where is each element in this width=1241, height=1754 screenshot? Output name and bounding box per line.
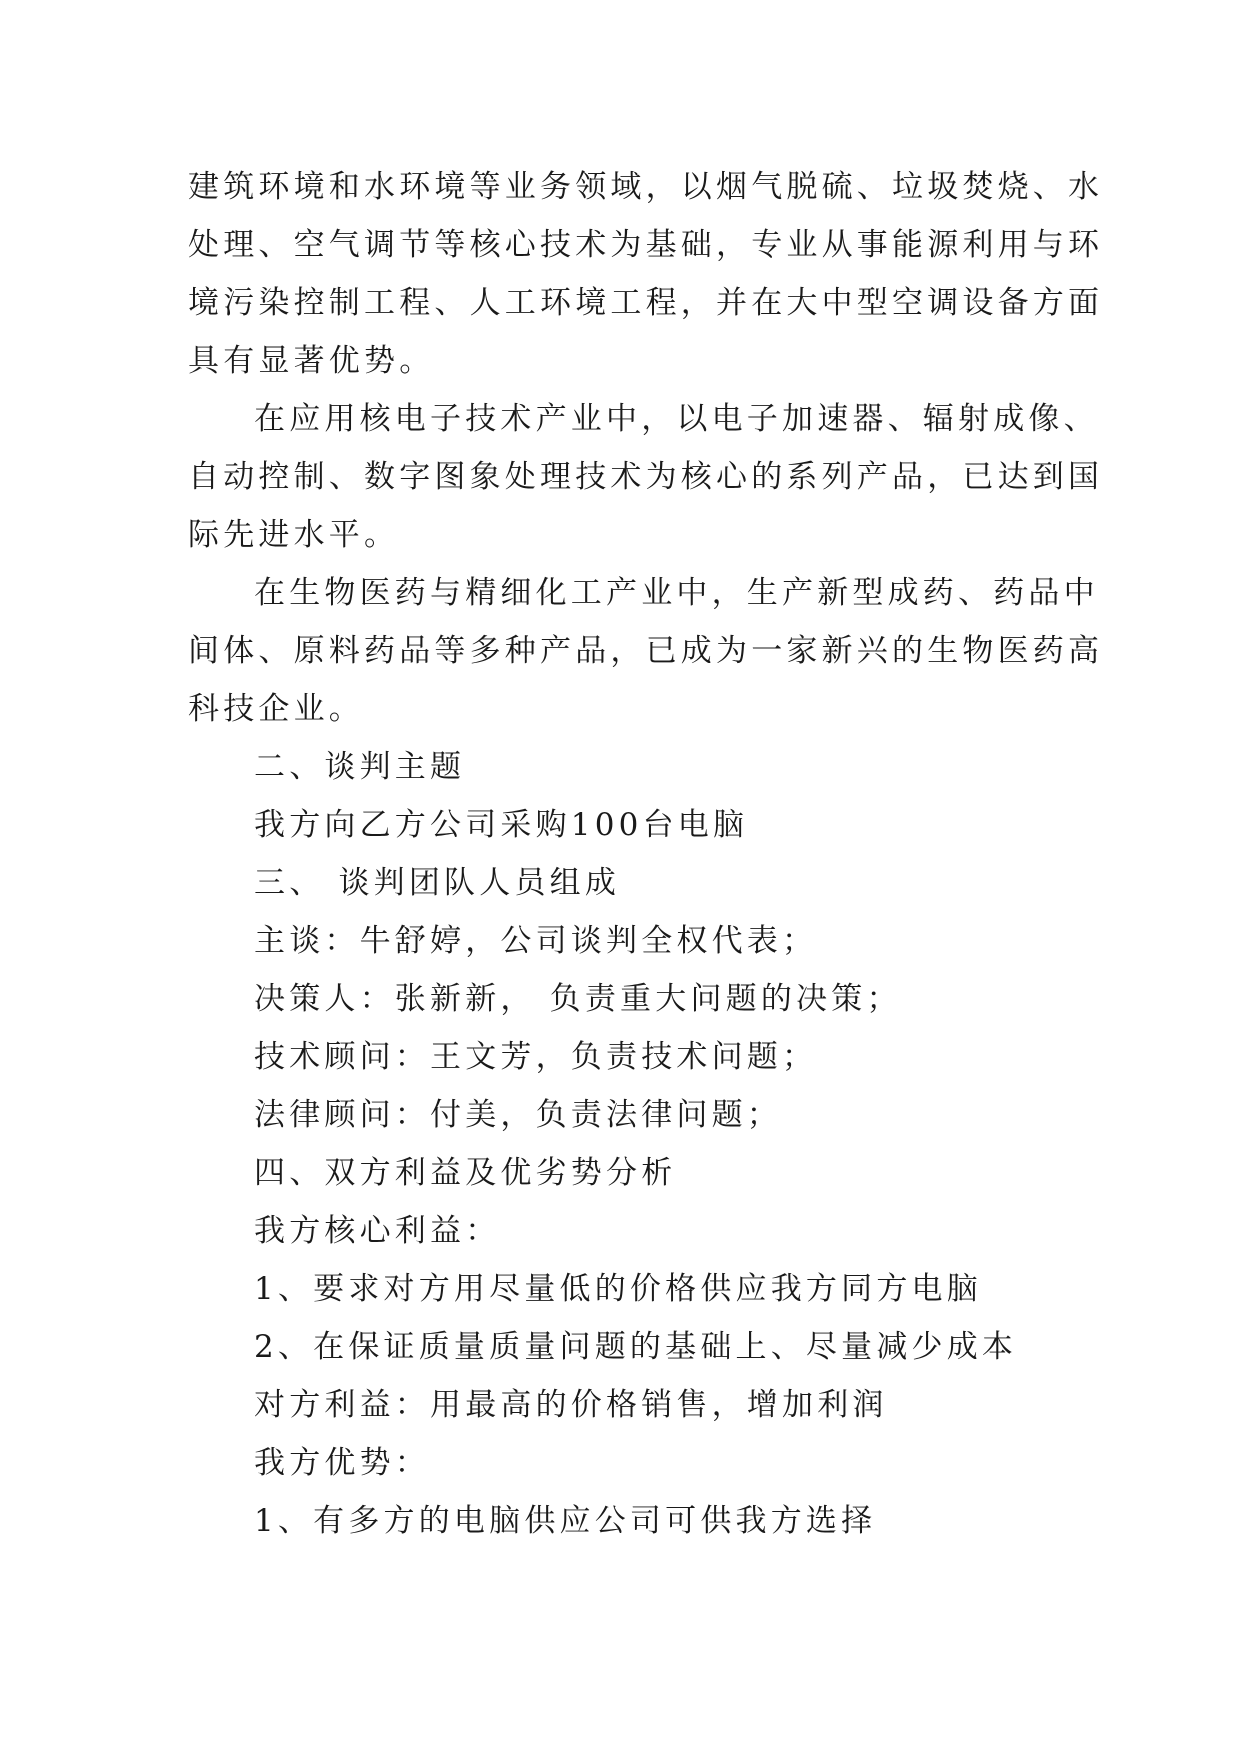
- body-line: 自动控制、数字图象处理技术为核心的系列产品，已达到国: [188, 459, 1104, 495]
- section-heading-negotiation-topic: 二、谈判主题: [254, 749, 466, 785]
- negotiation-topic-text: 我方向乙方公司采购100台电脑: [254, 807, 749, 843]
- our-core-interests-label: 我方核心利益：: [254, 1213, 501, 1249]
- body-line: 在应用核电子技术产业中，以电子加速器、辐射成像、: [254, 401, 1099, 437]
- body-line: 科技企业。: [188, 691, 364, 727]
- body-line: 际先进水平。: [188, 517, 400, 553]
- section-heading-interest-analysis: 四、双方利益及优劣势分析: [254, 1155, 677, 1191]
- body-line: 具有显著优势。: [188, 343, 435, 379]
- team-member-line: 法律顾问：付美，负责法律问题；: [254, 1097, 782, 1133]
- body-line: 间体、原料药品等多种产品，已成为一家新兴的生物医药高: [188, 633, 1104, 669]
- document-body: [188, 158, 1104, 1550]
- body-line: 境污染控制工程、人工环境工程，并在大中型空调设备方面: [188, 285, 1104, 321]
- their-interests-line: 对方利益：用最高的价格销售，增加利润: [254, 1387, 888, 1423]
- list-item: 1、要求对方用尽量低的价格供应我方同方电脑: [254, 1271, 982, 1307]
- section-heading-team-composition: 三、 谈判团队人员组成: [254, 865, 621, 901]
- body-line: 在生物医药与精细化工产业中，生产新型成药、药品中: [254, 575, 1099, 611]
- body-line: 处理、空气调节等核心技术为基础，专业从事能源利用与环: [188, 227, 1104, 263]
- list-item: 2、在保证质量质量问题的基础上、尽量减少成本: [254, 1329, 1018, 1365]
- team-member-line: 决策人：张新新， 负责重大问题的决策；: [254, 981, 902, 1017]
- team-member-line: 主谈：牛舒婷，公司谈判全权代表；: [254, 923, 818, 959]
- body-line: 建筑环境和水环境等业务领域，以烟气脱硫、垃圾焚烧、水: [188, 169, 1104, 205]
- our-advantages-label: 我方优势：: [254, 1445, 430, 1481]
- team-member-line: 技术顾问：王文芳，负责技术问题；: [254, 1039, 818, 1075]
- list-item: 1、有多方的电脑供应公司可供我方选择: [254, 1503, 877, 1539]
